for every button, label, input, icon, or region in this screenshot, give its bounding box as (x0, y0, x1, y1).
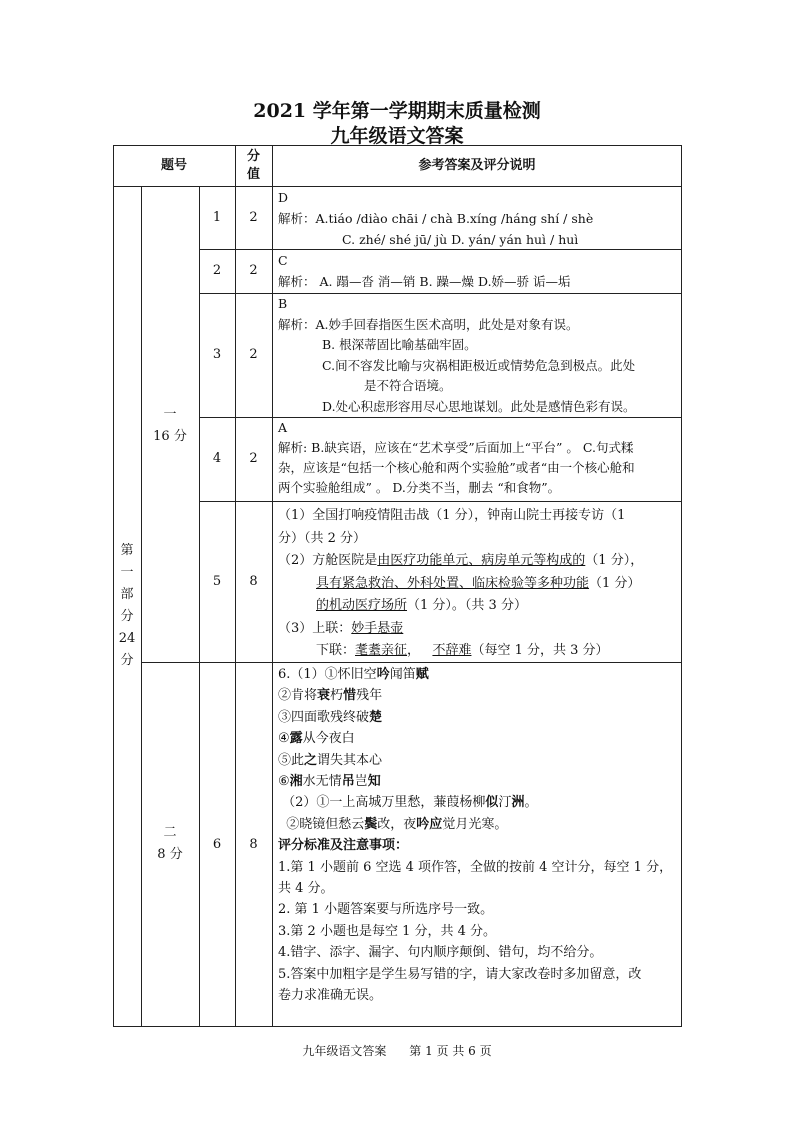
bold-char: 湘 (289, 774, 303, 790)
answer-text: （1 分）。（共 3 分） (407, 598, 527, 613)
explanation-line: 杂，应该是“包括一个核心舱和两个实验舱”或者“由一个核心舱和 (278, 460, 635, 475)
question-number: 5 (212, 573, 222, 589)
explanation-line: C. zhé/ shé jū/ jù D. yán/ yán huì / huì (342, 232, 579, 247)
question-number: 2 (212, 263, 222, 278)
answer-text: 从今夜白 (302, 731, 355, 747)
answer-line (278, 750, 680, 771)
answer-underlined: 由医疗功能单元、病房单元等构成的 (377, 553, 586, 568)
explanation-line: 解析： A. 蹋—沓 消—销 B. 躁—燥 D.娇—骄 诟—垢 (278, 274, 571, 289)
answer-text: ⑥ (278, 774, 290, 790)
part-char: 一 (120, 565, 134, 580)
answer-text: （2）①一上高城万里愁，蒹葭杨柳 (278, 795, 486, 811)
explanation-line: 解析：A.tiáo /diào chāi / chà B.xíng /háng shí / shè (278, 211, 594, 226)
question-number: 1 (212, 209, 222, 225)
q6-answer (278, 664, 680, 1007)
explanation-line: 解析: B.缺宾语，应该在“艺术享受”后面加上“平台” 。 C.句式糅 (278, 440, 634, 455)
grading-line: 4.错字、添字、漏字、句内顺序颠倒、错句，均不给分。 (278, 945, 603, 961)
answer-text: （2）方舱医院是 (278, 553, 378, 568)
question-number: 6 (212, 836, 222, 852)
part-char: 第 (120, 543, 134, 558)
bold-char: 赋 (415, 667, 429, 682)
q4-answer (278, 418, 680, 498)
part-label (113, 540, 141, 672)
table-rule (141, 186, 142, 1027)
answer-text: 朽 (330, 688, 344, 704)
answer-text: （3）上联： (278, 620, 352, 636)
answer-line (278, 685, 680, 706)
question-score: 8 (249, 573, 258, 589)
answer-text: ⑤此 (278, 752, 305, 768)
header-score (235, 145, 272, 186)
answer-letter: D (278, 190, 289, 205)
answer-text: 谓失其本心 (317, 752, 383, 768)
q5-answer (278, 505, 680, 663)
answer-text: （1 分）， (585, 553, 644, 568)
explanation-line: 两个实验舱组成” 。 D.分类不当，删去 “和食物”。 (278, 480, 561, 495)
answer-line (278, 707, 680, 728)
answer-letter: B (278, 296, 288, 311)
bold-char: 楚 (369, 709, 383, 725)
bold-char: 惜 (343, 688, 357, 704)
answer-letter: C (278, 253, 288, 268)
answer-line (278, 814, 680, 835)
answer-line (278, 771, 680, 792)
answer-text: ③四面歌残终破 (278, 709, 370, 725)
bold-char: 洲 (511, 795, 525, 811)
section-two-label (141, 822, 199, 866)
section-number: 一 (163, 407, 177, 422)
answer-text: ， (407, 643, 433, 658)
bold-char: 衰 (317, 688, 331, 704)
question-number: 3 (212, 347, 222, 362)
grading-line: 卷力求准确无误。 (278, 988, 383, 1004)
answer-underlined: 妙手悬壶 (351, 620, 404, 636)
answer-text: （1 分） (589, 575, 641, 591)
header-answer: 参考答案及评分说明 (418, 157, 536, 173)
bold-char: 鬓 (364, 816, 378, 832)
section-score: 16 分 (153, 429, 187, 444)
answer-text: ④ (278, 731, 290, 747)
part-char: 部 (120, 587, 134, 602)
grading-line: 3.第 2 小题也是每空 1 分，共 4 分。 (278, 923, 497, 939)
header-question-number: 题号 (160, 157, 187, 173)
question-score: 2 (249, 263, 258, 278)
grading-line: 共 4 分。 (278, 881, 334, 897)
answer-line (278, 550, 680, 573)
section-score: 8 分 (157, 847, 183, 862)
answer-text: 下联： (316, 643, 356, 658)
grading-line: 2. 第 1 小题答案要与所选序号一致。 (278, 902, 494, 918)
answer-line (278, 573, 680, 596)
question-score: 2 (249, 209, 258, 225)
part-char: 分 (120, 653, 134, 668)
question-score: 2 (249, 347, 258, 362)
answer-text: 。 (524, 795, 538, 811)
answer-text: ②晓镜但愁云 (278, 816, 365, 832)
q3-answer (278, 294, 680, 417)
answer-text: （每空 1 分，共 3 分） (471, 643, 609, 658)
explanation-line: 解析：A.妙手回春指医生医术高明，此处是对象有误。 (278, 316, 579, 332)
answer-underlined: 具有紧急救治、外科处置、临床检验等多种功能 (316, 575, 590, 591)
question-score: 2 (249, 451, 258, 466)
answer-line (278, 618, 680, 641)
explanation-line: 是不符合语境。 (364, 378, 452, 393)
answer-underlined: 耄耋亲征 (355, 643, 408, 658)
page-subtitle: 九年级语文答案 (330, 125, 464, 147)
answer-text: 闻笛 (389, 667, 416, 682)
answer-line (278, 728, 680, 749)
answer-line: （1）全国打响疫情阻击战（1 分），钟南山院士再接专访（1 (278, 508, 626, 523)
answer-line: 分）（共 2 分） (278, 530, 367, 546)
header-score-line2: 值 (246, 166, 260, 182)
answer-line (278, 640, 680, 663)
grading-line: 1.第 1 小题前 6 空选 4 项作答，全做的按前 4 空计分，每空 1 分， (278, 859, 673, 875)
part-char: 24 (118, 631, 136, 646)
explanation-line: C.间不容发比喻与灾祸相距极近或情势危急到极点。此处 (322, 357, 636, 373)
answer-text: 汀 (498, 795, 512, 811)
answer-underlined: 的机动医疗场所 (316, 598, 408, 613)
bold-char: 吊 (341, 774, 355, 790)
q1-answer (278, 187, 680, 250)
section-number: 二 (163, 825, 177, 840)
q2-answer (278, 250, 680, 292)
explanation-line: B. 根深蒂固比喻基础牢固。 (322, 337, 477, 352)
answer-text: 觉月光寒。 (442, 816, 508, 832)
page-title: 2021 学年第一学期期末质量检测 (253, 100, 541, 122)
answer-line (278, 595, 680, 618)
question-score: 8 (249, 836, 258, 852)
table-rule (272, 145, 273, 1027)
bold-char: 吟 (376, 667, 390, 682)
grading-line: 5.答案中加粗字是学生易写错的字，请大家改卷时多加留意，改 (278, 966, 642, 982)
answer-line (278, 664, 680, 685)
question-number: 4 (212, 451, 222, 466)
part-char: 分 (120, 609, 134, 624)
answer-line (278, 792, 680, 813)
section-one-label (141, 404, 199, 448)
answer-text: ②肯将 (278, 688, 318, 704)
bold-char: 知 (367, 774, 381, 790)
grading-heading: 评分标准及注意事项： (278, 838, 409, 854)
answer-text: 残年 (356, 688, 383, 704)
bold-char: 吟应 (416, 816, 443, 832)
answer-text: 改，夜 (377, 816, 417, 832)
answer-letter: A (278, 420, 288, 435)
answer-text: 6.（1）①怀旧空 (278, 667, 377, 682)
page-footer: 九年级语文答案 第 1 页 共 6 页 (302, 1044, 492, 1058)
bold-char: 似 (485, 795, 499, 811)
answer-text: 水无情 (302, 774, 342, 790)
answer-underlined: 不辞难 (432, 643, 472, 658)
explanation-line: D.处心积虑形容用尽心思地谋划。此处是感情色彩有误。 (322, 398, 636, 414)
bold-char: 露 (289, 731, 303, 747)
header-score-line1: 分 (246, 148, 260, 164)
answer-text: 岂 (354, 774, 368, 790)
bold-char: 之 (304, 752, 318, 768)
